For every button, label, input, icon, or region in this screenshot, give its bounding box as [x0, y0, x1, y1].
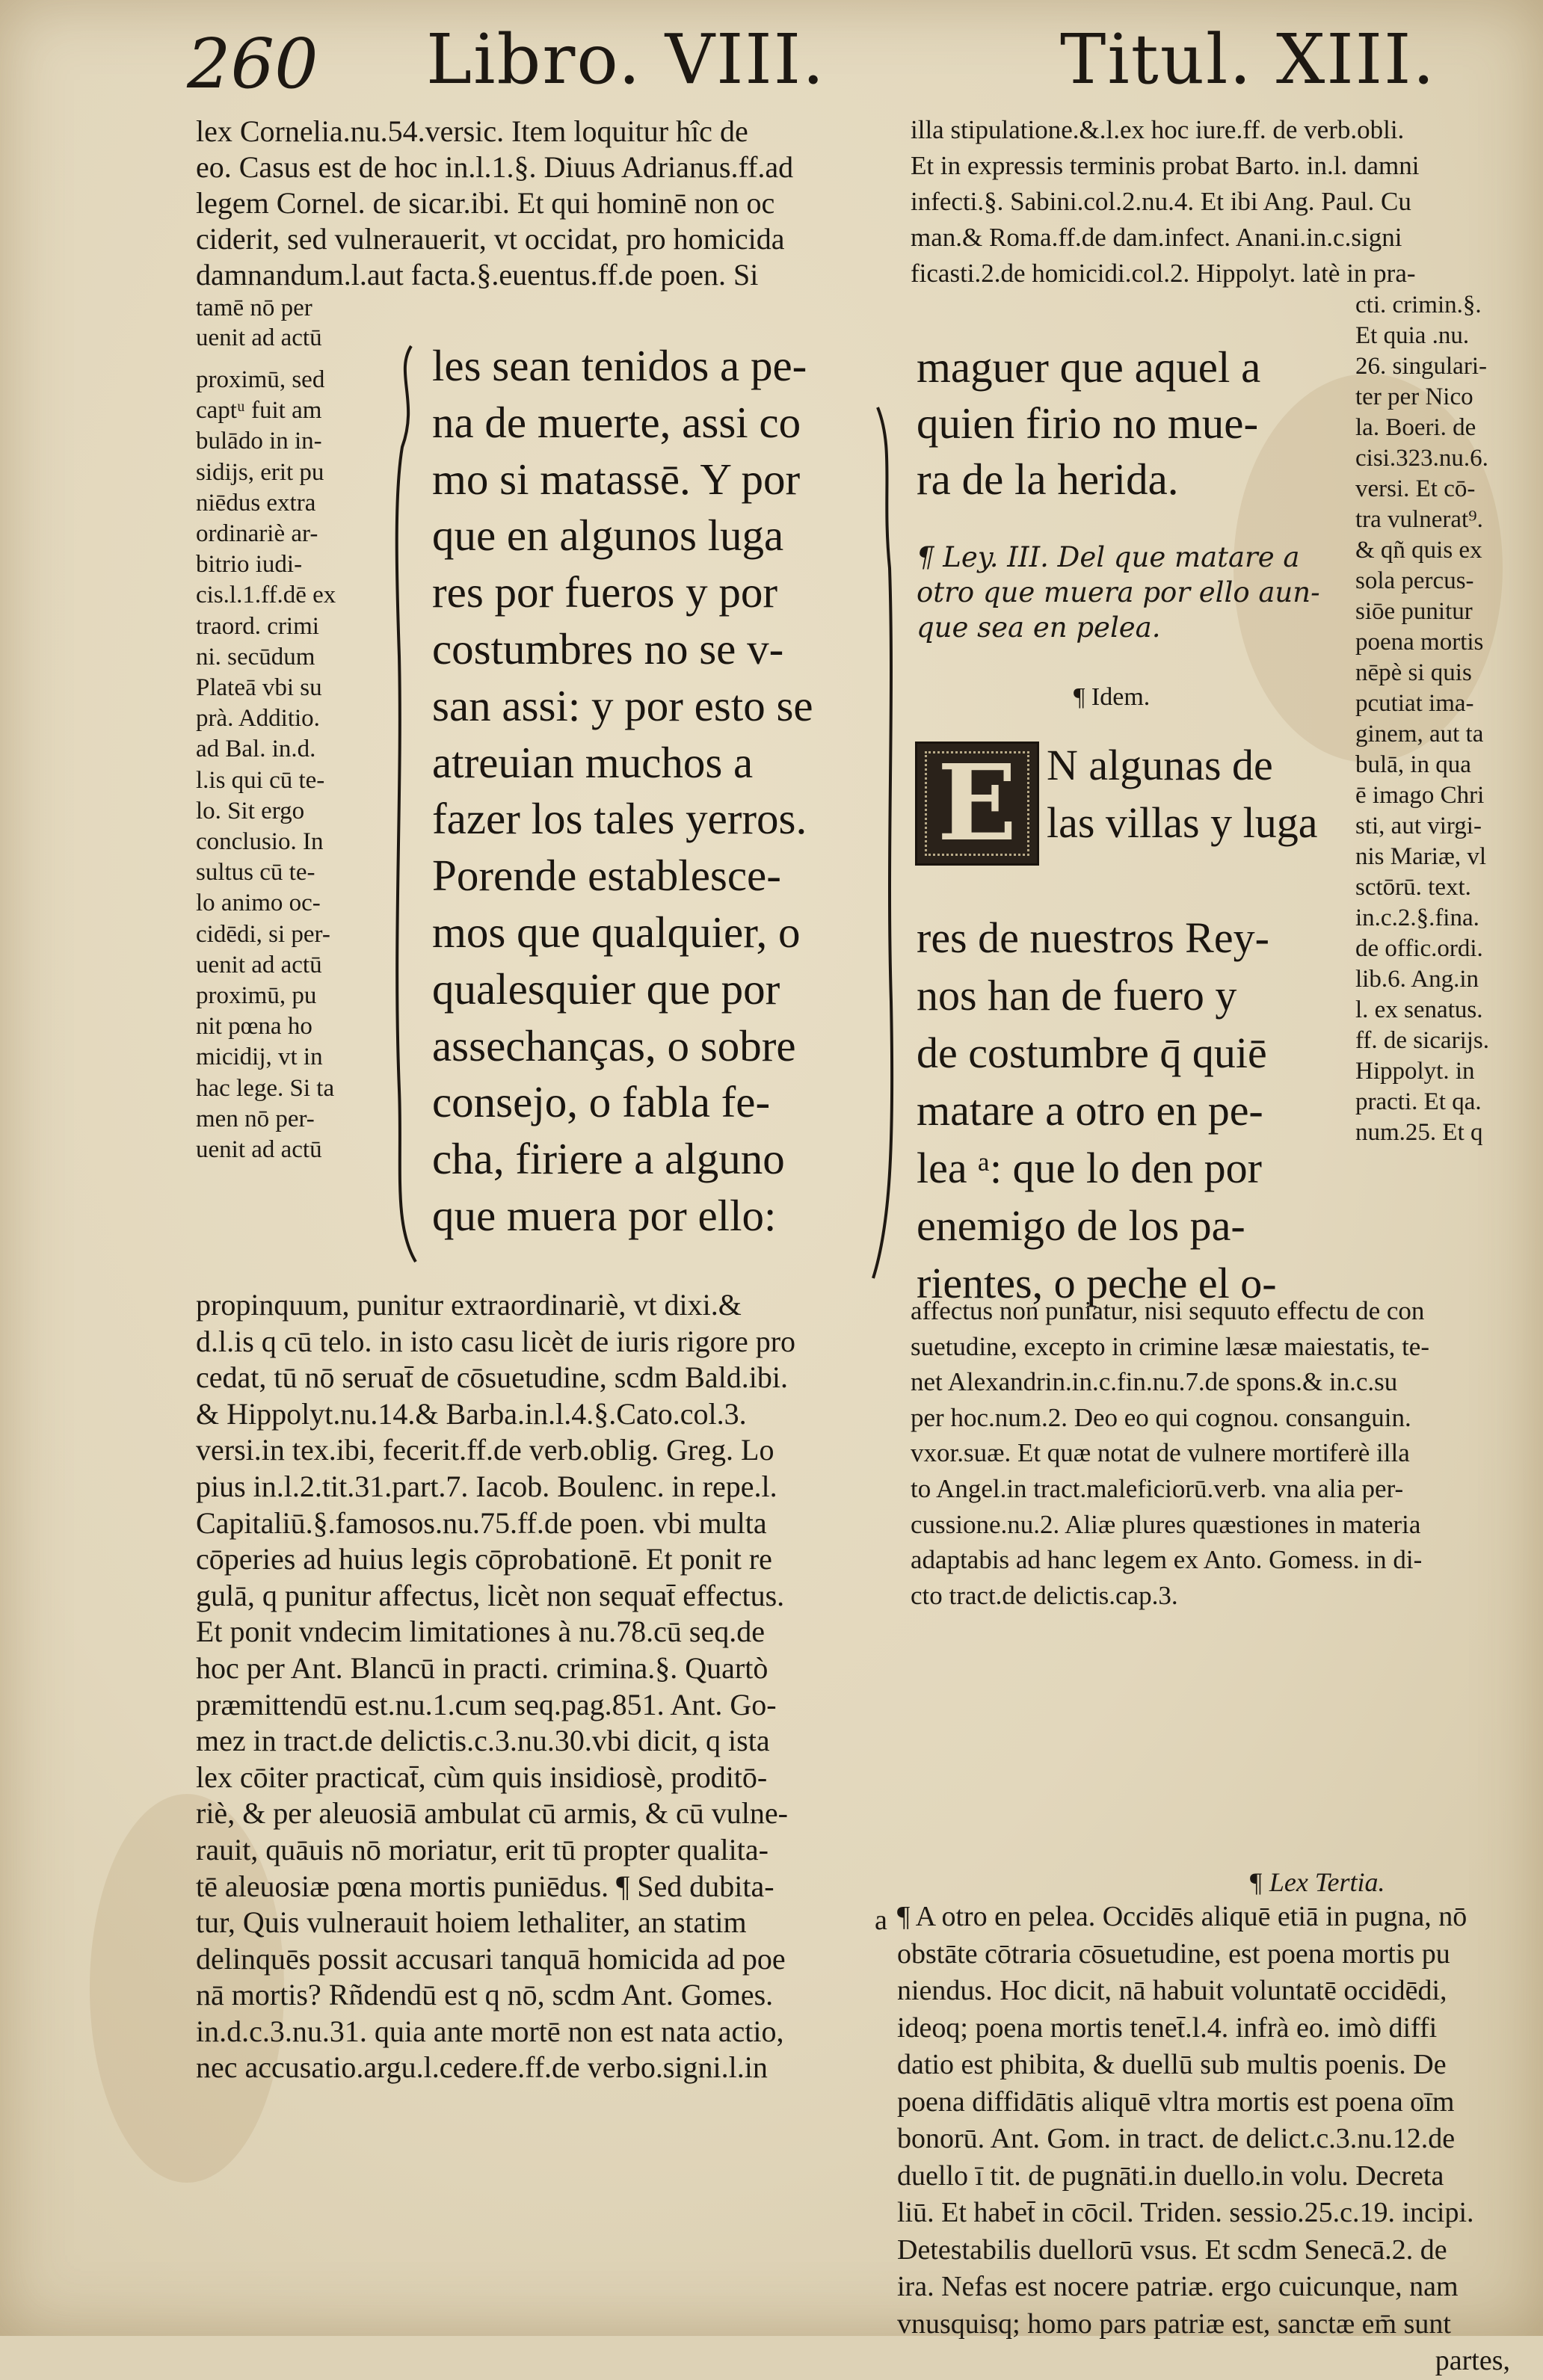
- gloss-line: Hippolyt. in: [1355, 1058, 1475, 1085]
- gloss-line: conclusio. In: [196, 828, 324, 856]
- gloss-line: lo animo oc-: [196, 890, 321, 917]
- gloss-line: sultus cū te-: [196, 859, 315, 887]
- gloss-line: suetudine, excepto in crimine læsæ maiestatis, te-: [911, 1331, 1430, 1361]
- gloss-line: & Hippolyt.nu.14.& Barba.in.l.4.§.Cato.col.3.: [196, 1396, 747, 1431]
- gloss-line: niendus. Hoc dicit, nā habuit voluntatē occidēdi,: [897, 1975, 1447, 2006]
- gloss-line: tē aleuosiæ pœna mortis puniēdus. ¶ Sed dubita-: [196, 1869, 774, 1903]
- law-line: de costumbre q̄ quiē: [917, 1029, 1267, 1077]
- gloss-line: illa stipulatione.&.l.ex hoc iure.ff. de verb.obli.: [911, 115, 1405, 144]
- gloss-line: mez in tract.de delictis.c.3.nu.30.vbi dicit, q ista: [196, 1724, 770, 1758]
- gloss-line: liū. Et habet̄ in cōcil. Triden. sessio.25.c.19. incipi.: [897, 2197, 1474, 2228]
- left-text-bracket: [389, 342, 426, 1269]
- gloss-line: infecti.§. Sabini.col.2.nu.4. Et ibi Ang. Paul. Cu: [911, 187, 1411, 216]
- gloss-line: prà. Additio.: [196, 705, 320, 733]
- initial-letter: E: [937, 742, 1017, 865]
- gloss-line: ira. Nefas est nocere patriæ. ergo cuicunque, nam: [897, 2271, 1459, 2302]
- gloss-line: Plateā vbi su: [196, 674, 322, 702]
- gloss-line: man.& Roma.ff.de dam.infect. Anani.in.c.signi: [911, 223, 1402, 252]
- gloss-line: gulā, q punitur affectus, licèt non sequat̄ effectus.: [196, 1578, 785, 1612]
- gloss-left-narrow: [196, 365, 336, 1165]
- gloss-line: lib.6. Ang.in: [1355, 966, 1479, 993]
- running-head-book: Libro. VIII.: [426, 19, 826, 99]
- running-head-title: Titul. XIII.: [1060, 19, 1436, 99]
- law-line: atreuian muchos a: [432, 737, 754, 787]
- gloss-line: versi.in tex.ibi, fecerit.ff.de verb.oblig. Greg. Lo: [196, 1433, 774, 1467]
- gloss-line: lo. Sit ergo: [196, 797, 305, 824]
- gloss-line: lex cōiter practicat̄, cùm quis insidiosè, proditō-: [196, 1760, 768, 1794]
- gloss-line: ginem, aut ta: [1355, 721, 1484, 747]
- gloss-line: & qñ quis ex: [1355, 537, 1482, 564]
- ley-heading: [917, 540, 1320, 645]
- gloss-right-final: [897, 1899, 1510, 2380]
- gloss-line: uenit ad actū: [196, 324, 322, 351]
- gloss-line: poena diffidātis aliquē vltra mortis est poena oīm: [897, 2085, 1455, 2118]
- gloss-line: siōe punitur: [1355, 598, 1473, 625]
- law-line: mos que qualquier, o: [432, 907, 801, 957]
- gloss-line: in.d.c.3.nu.31. quia ante mortē non est nata actio,: [196, 2014, 784, 2048]
- heading-line: ¶ Ley. III. Del que matare a: [917, 541, 1300, 573]
- gloss-line: eo. Casus est de hoc in.l.1.§. Diuus Adrianus.ff.ad: [196, 150, 794, 184]
- gloss-line: in.c.2.§.fina.: [1355, 904, 1479, 931]
- gloss-line: ad Bal. in.d.: [196, 736, 316, 763]
- gloss-line: bitrio iudi-: [196, 551, 303, 579]
- gloss-line: bulādo in in-: [196, 428, 322, 455]
- gloss-line: niēdus extra: [196, 489, 316, 517]
- gloss-line: hoc per Ant. Blancū in practi. crimina.§. Quartò: [196, 1650, 769, 1685]
- gloss-line: l. ex senatus.: [1355, 996, 1483, 1023]
- gloss-line: pius in.l.2.tit.31.part.7. Iacob. Boulenc. in repe.l.: [196, 1469, 777, 1503]
- gloss-line: rauit, quāuis nō moriatur, erit tū propter qualita-: [196, 1832, 769, 1866]
- law-text-beside-initial: [1047, 737, 1317, 851]
- law-line: rientes, o peche el o-: [917, 1259, 1277, 1307]
- law-line: enemigo de los pa-: [917, 1201, 1245, 1250]
- gloss-line: riè, & per aleuosiā ambulat cū armis, & cū vulne-: [196, 1796, 788, 1831]
- gloss-line: captᵘ fuit am: [196, 397, 322, 425]
- gloss-line: sola percus-: [1355, 567, 1474, 594]
- law-line: les sean tenidos a pe-: [432, 341, 807, 390]
- law-line: las villas y luga: [1047, 798, 1318, 847]
- gloss-line: affectus non puniatur, nisi sequuto effectu de con: [911, 1296, 1425, 1325]
- gloss-line: cussione.nu.2. Aliæ plures quæstiones in materia: [911, 1509, 1421, 1539]
- gloss-line: tur, Quis vulnerauit hoiem lethaliter, an statim: [196, 1905, 747, 1940]
- gloss-line: sti, aut virgi-: [1355, 813, 1482, 839]
- gloss-line: cōperies ad huius legis cōprobationē. Et ponit re: [196, 1542, 772, 1576]
- law-line: lea ᵃ: que lo den por: [917, 1144, 1262, 1192]
- gloss-line: per hoc.num.2. Deo eo qui cognou. consanguin.: [911, 1402, 1411, 1432]
- gloss-line: tra vulnerat⁹.: [1355, 506, 1483, 533]
- gloss-line: ¶ A otro en pelea. Occidēs aliquē etiā in pugna, nō: [897, 1901, 1467, 1932]
- gloss-line: Et quia .nu.: [1355, 322, 1470, 349]
- gloss-line: cis.l.1.ff.dē ex: [196, 582, 336, 609]
- gloss-right-margin: [1355, 290, 1489, 1148]
- right-text-bracket: [867, 404, 905, 1286]
- law-line: consejo, o fabla fe-: [432, 1077, 771, 1127]
- gloss-line: l.is qui cū te-: [196, 766, 325, 794]
- gloss-line: cisi.323.nu.6.: [1355, 445, 1488, 472]
- gloss-line: Et ponit vndecim limitationes à nu.78.cū seq.de: [196, 1615, 765, 1649]
- gloss-line: ficasti.2.de homicidi.col.2. Hippolyt. latè in pra-: [911, 259, 1416, 288]
- gloss-line: vxor.suæ. Et quæ notat de vulnere mortiferè illa: [911, 1438, 1410, 1468]
- gloss-line: tamē nō per: [196, 295, 312, 321]
- gloss-line: propinquum, punitur extraordinariè, vt dixi.&: [196, 1288, 742, 1322]
- decorated-initial: [915, 742, 1039, 866]
- law-line: res de nuestros Rey-: [917, 913, 1269, 962]
- gloss-line: sidijs, erit pu: [196, 458, 324, 486]
- gloss-line: poena mortis: [1355, 629, 1484, 656]
- gloss-line: 26. singulari-: [1355, 353, 1487, 380]
- gloss-line: ē imago Chri: [1355, 782, 1485, 809]
- gloss-line: ni. secūdum: [196, 643, 315, 670]
- gloss-line: adaptabis ad hanc legem ex Anto. Gomess. in di-: [911, 1545, 1423, 1575]
- law-line: ra de la herida.: [917, 454, 1179, 504]
- gloss-line: pcutiat ima-: [1355, 690, 1474, 717]
- gloss-line: la. Boeri. de: [1355, 414, 1476, 441]
- law-line: fazer los tales yerros.: [432, 794, 807, 844]
- gloss-line: obstāte cōtraria cōsuetudine, est poena mortis pu: [897, 1937, 1450, 1970]
- gloss-line: uenit ad actū: [196, 951, 322, 978]
- gloss-line: damnandum.l.aut facta.§.euentus.ff.de poen. Si: [196, 258, 759, 292]
- gloss-line: cidēdi, si per-: [196, 920, 330, 948]
- gloss-line: men nō per-: [196, 1105, 315, 1132]
- gloss-line: duello ī tit. de pugnāti.in duello.in volu. Decreta: [897, 2159, 1444, 2192]
- gloss-line: Capitaliū.§.famosos.nu.75.ff.de poen. vbi multa: [196, 1505, 767, 1540]
- gloss-line: de offic.ordi.: [1355, 935, 1483, 962]
- gloss-line: bulā, in qua: [1355, 751, 1471, 778]
- gloss-note-marker: a: [875, 1905, 887, 1936]
- law-line: Porende establesce-: [432, 851, 781, 901]
- law-line: qualesquier que por: [432, 964, 780, 1014]
- gloss-line: proximū, sed: [196, 366, 325, 393]
- gloss-line: ideoq; poena mortis tenet̄.l.4. infrà eo. imò diffi: [897, 2011, 1438, 2044]
- gloss-right-top: [911, 112, 1419, 292]
- idem-label: ¶ Idem.: [1074, 683, 1151, 711]
- gloss-line: nis Mariæ, vl: [1355, 843, 1487, 870]
- gloss-line: proximū, pu: [196, 982, 317, 1010]
- gloss-line: traord. crimi: [196, 612, 319, 640]
- gloss-line: uenit ad actū: [196, 1136, 322, 1164]
- law-line: que muera por ello:: [432, 1190, 777, 1240]
- law-line: san assi: y por esto se: [432, 680, 813, 730]
- gloss-left-top: [196, 114, 793, 353]
- law-line: nos han de fuero y: [917, 971, 1237, 1020]
- law-line: res por fueros y por: [432, 567, 778, 617]
- law-line: que en algunos luga: [432, 511, 784, 561]
- gloss-line: delinquēs possit accusari tanquā homicida ad poe: [196, 1941, 786, 1976]
- gloss-line: nit pœna ho: [196, 1013, 312, 1041]
- law-text-right: [917, 339, 1260, 508]
- gloss-line: vnusquisq; homo pars patriæ est, sanctæ em̄ sunt: [897, 2307, 1451, 2340]
- law-line: assechanças, o sobre: [432, 1020, 796, 1070]
- gloss-right-bottom: [911, 1293, 1429, 1613]
- gloss-line: d.l.is q cū telo. in isto casu licèt de iuris rigore pro: [196, 1324, 796, 1358]
- gloss-line: versi. Et cō-: [1355, 475, 1476, 502]
- gloss-line: Detestabilis duellorū vsus. Et scdm Senecā.2. de: [897, 2233, 1447, 2266]
- gloss-line: net Alexandrin.in.c.fin.nu.7.de spons.& in.c.su: [911, 1367, 1398, 1397]
- law-line: mo si matassē. Y por: [432, 454, 801, 504]
- lex-tertia-heading: ¶ Lex Tertia.: [1248, 1867, 1385, 1897]
- gloss-line: nā mortis? Rñdendū est q nō, scdm Ant. Gomes.: [196, 1978, 774, 2012]
- gloss-line: bonorū. Ant. Gom. in tract. de delict.c.3.nu.12.de: [897, 2123, 1456, 2154]
- gloss-line: ter per Nico: [1355, 383, 1473, 410]
- gloss-line: nec accusatio.argu.l.cedere.ff.de verbo.signi.l.in: [196, 2050, 768, 2085]
- law-line: cha, firiere a alguno: [432, 1134, 785, 1184]
- gloss-line: cti. crimin.§.: [1355, 292, 1482, 318]
- gloss-line: cto tract.de delictis.cap.3.: [911, 1580, 1178, 1610]
- law-line: N algunas de: [1047, 741, 1273, 789]
- gloss-line: micidij, vt in: [196, 1043, 323, 1071]
- gloss-line: datio est phibita, & duellū sub multis poenis. De: [897, 2049, 1447, 2080]
- gloss-line: hac lege. Si ta: [196, 1074, 335, 1102]
- law-line: na de muerte, assi co: [432, 397, 801, 447]
- gloss-line: ciderit, sed vulnerauerit, vt occidat, pro homicida: [196, 222, 785, 256]
- law-line: quien firio no mue-: [917, 398, 1259, 448]
- gloss-line: ordinariè ar-: [196, 520, 318, 548]
- gloss-line: præmittendū est.nu.1.cum seq.pag.851. Ant. Go-: [196, 1687, 777, 1721]
- page-number: 260: [187, 24, 318, 104]
- law-text-continued: [917, 909, 1277, 1312]
- gloss-left-bottom: [196, 1287, 795, 2086]
- gloss-line: sctōrū. text.: [1355, 874, 1471, 901]
- gloss-line: cedat, tū nō seruat̄ de cōsuetudine, scdm Bald.ibi.: [196, 1360, 789, 1395]
- gloss-line: lex Cornelia.nu.54.versic. Item loquitur hîc de: [196, 114, 748, 148]
- gloss-line: num.25. Et q: [1355, 1119, 1483, 1146]
- law-line: costumbres no se v-: [432, 623, 784, 673]
- gloss-line: legem Cornel. de sicar.ibi. Et qui hominē non oc: [196, 186, 775, 220]
- law-line: matare a otro en pe-: [917, 1086, 1263, 1135]
- law-line: maguer que aquel a: [917, 342, 1261, 392]
- gloss-line: nēpè si quis: [1355, 659, 1472, 686]
- gloss-line: Et in expressis terminis probat Barto. in.l. damni: [911, 151, 1420, 180]
- gloss-line: to Angel.in tract.maleficiorū.verb. vna alia per-: [911, 1473, 1404, 1503]
- heading-line: que sea en pelea.: [917, 611, 1161, 644]
- gloss-line: partes,: [1435, 2345, 1510, 2376]
- gloss-line: practi. Et qa.: [1355, 1088, 1482, 1115]
- gloss-line: ff. de sicarijs.: [1355, 1027, 1490, 1054]
- heading-line: otro que muera por ello aun-: [917, 576, 1320, 608]
- law-text-left: [432, 338, 813, 1245]
